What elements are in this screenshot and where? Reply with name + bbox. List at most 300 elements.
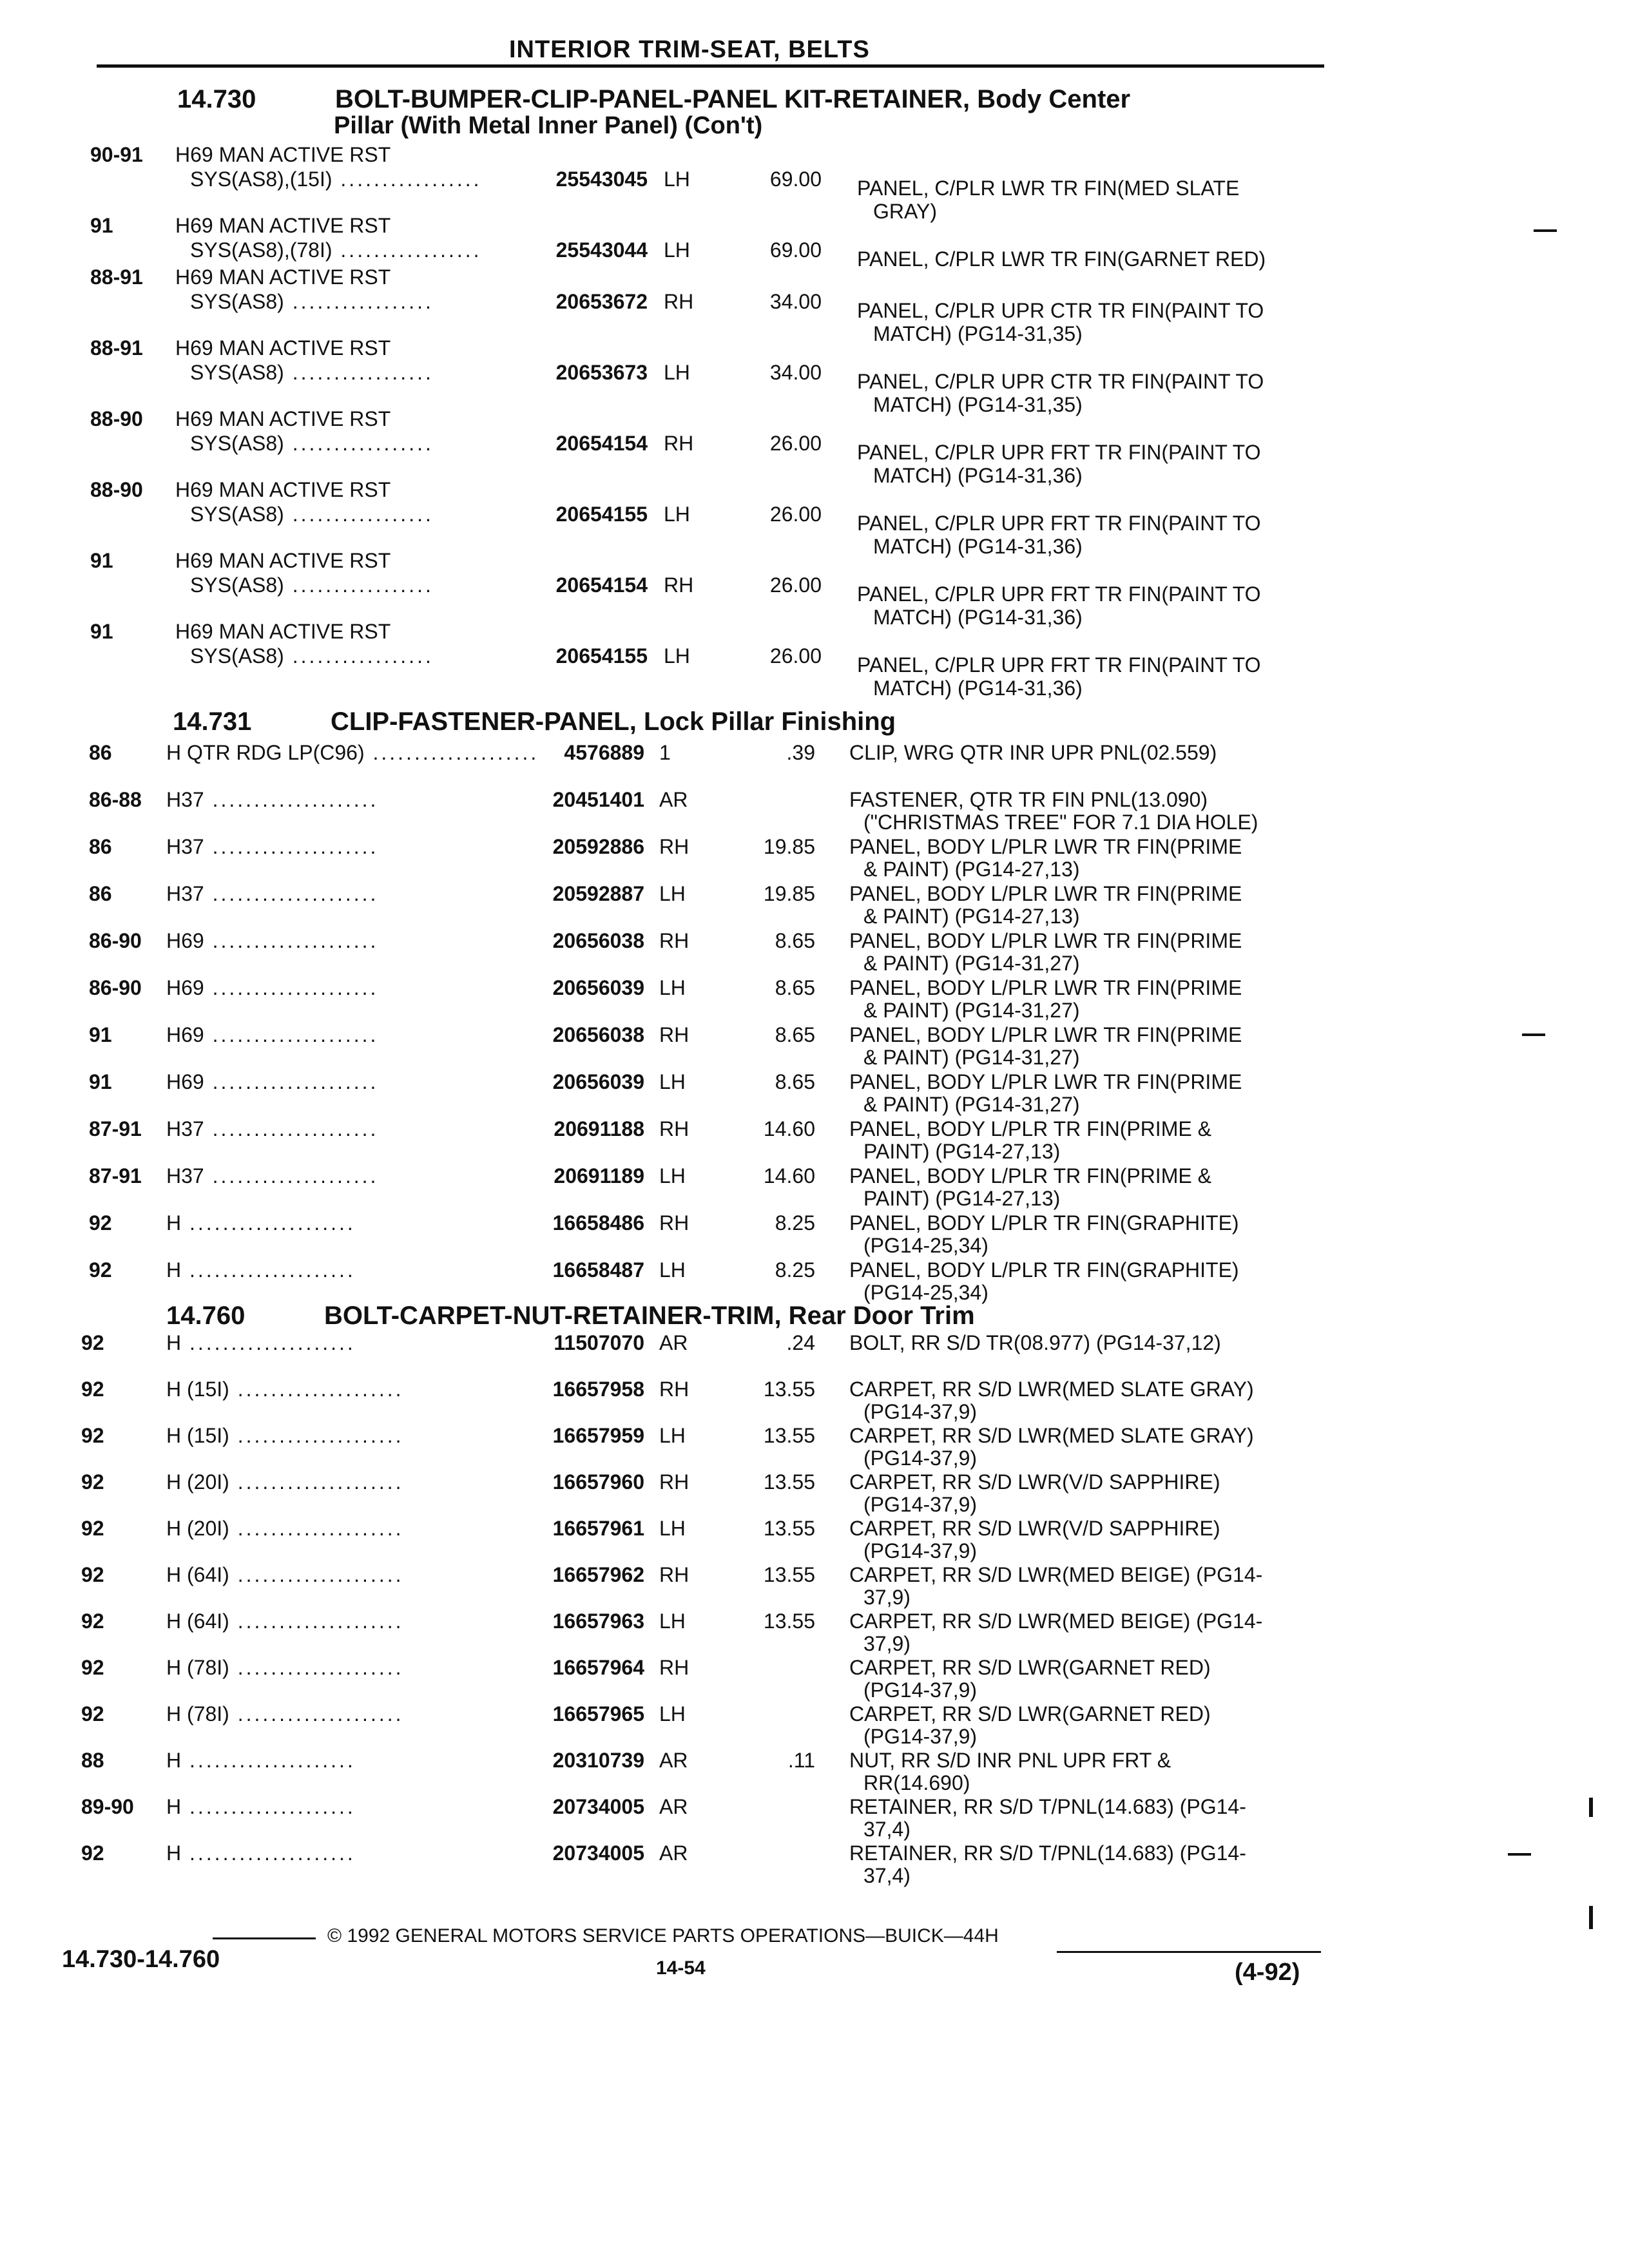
price: 13.55 [763, 1470, 815, 1494]
parts-row [0, 1164, 1629, 1212]
model-code [166, 1610, 404, 1633]
section-heading: BOLT-CARPET-NUT-RETAINER-TRIM, Rear Door Trim [324, 1302, 975, 1330]
model-code-text: H [166, 1211, 182, 1235]
model-code-sub [190, 644, 434, 668]
model-code [166, 1563, 404, 1587]
model-year: 92 [81, 1841, 104, 1865]
model-code: H69 MAN ACTIVE RST [175, 265, 391, 289]
side-qty: RH [659, 1211, 689, 1235]
model-code-sub-text: SYS(AS8) [190, 503, 284, 526]
part-number: 16657963 [552, 1610, 644, 1633]
parts-row [0, 1470, 1629, 1518]
leader-dots: .................... [204, 976, 379, 999]
model-code [166, 1070, 378, 1094]
leader-dots: .................... [229, 1610, 404, 1633]
description: PANEL, BODY L/PLR LWR TR FIN(PRIME [849, 976, 1242, 999]
section-title-14-730 [177, 85, 1130, 114]
price: 13.55 [763, 1610, 815, 1633]
leader-dots: .................... [229, 1656, 404, 1679]
part-number: 20734005 [552, 1841, 644, 1865]
part-number: 4576889 [564, 741, 644, 764]
parts-row [0, 143, 1629, 223]
side-qty: RH [659, 1117, 689, 1140]
model-code-text: H37 [166, 882, 204, 905]
description: PANEL, BODY L/PLR TR FIN(GRAPHITE) [849, 1211, 1239, 1235]
price: 34.00 [769, 361, 822, 384]
model-code-text: H (78I) [166, 1656, 229, 1679]
margin-mark [1522, 1033, 1545, 1036]
price: 8.65 [775, 1070, 815, 1093]
price: 8.65 [775, 976, 815, 999]
model-year: 91 [89, 1070, 112, 1093]
footer-rule-left [213, 1937, 316, 1939]
part-number: 20592886 [552, 835, 644, 858]
description-cont: ("CHRISTMAS TREE" FOR 7.1 DIA HOLE) [863, 811, 1258, 834]
description: BOLT, RR S/D TR(08.977) (PG14-37,12) [849, 1331, 1221, 1354]
part-number: 20654155 [555, 644, 648, 668]
description-cont: 37,4) [863, 1818, 911, 1841]
parts-row [0, 1023, 1629, 1071]
model-code-sub-text: SYS(AS8),(15I) [190, 168, 333, 191]
description: PANEL, BODY L/PLR TR FIN(GRAPHITE) [849, 1258, 1239, 1282]
leader-dots: .................... [181, 1331, 356, 1354]
model-code-text: H QTR RDG LP(C96) [166, 741, 365, 764]
part-number: 16657960 [552, 1470, 644, 1494]
description: RETAINER, RR S/D T/PNL(14.683) (PG14- [849, 1841, 1246, 1865]
model-year: 86-90 [89, 929, 142, 952]
header-rule [97, 64, 1324, 68]
part-number: 20654155 [555, 503, 648, 526]
description: PANEL, BODY L/PLR LWR TR FIN(PRIME [849, 1023, 1242, 1046]
description-cont: (PG14-37,9) [863, 1446, 978, 1470]
leader-dots: ................. [284, 503, 434, 526]
model-year: 91 [90, 549, 113, 572]
model-year: 89-90 [81, 1795, 134, 1818]
parts-row [0, 929, 1629, 977]
description: CARPET, RR S/D LWR(MED BEIGE) (PG14- [849, 1610, 1263, 1633]
leader-dots: .................... [181, 1749, 356, 1772]
model-code [166, 741, 539, 765]
price: 26.00 [769, 573, 822, 597]
description: CARPET, RR S/D LWR(GARNET RED) [849, 1702, 1211, 1725]
leader-dots: ................. [284, 573, 434, 597]
description: PANEL, BODY L/PLR LWR TR FIN(PRIME [849, 929, 1242, 952]
description-cont: (PG14-25,34) [863, 1281, 988, 1304]
description-cont: MATCH) (PG14-31,36) [873, 464, 1083, 487]
model-code-sub-text: SYS(AS8) [190, 361, 284, 384]
model-code-sub [190, 168, 482, 191]
section-title-14-731 [173, 707, 896, 736]
model-year: 92 [81, 1470, 104, 1494]
description-cont: GRAY) [873, 200, 937, 223]
part-number: 20691188 [554, 1117, 644, 1140]
description-cont: MATCH) (PG14-31,35) [873, 393, 1083, 416]
model-year: 92 [81, 1656, 104, 1679]
side-qty: LH [659, 1070, 686, 1093]
model-year: 92 [81, 1517, 104, 1540]
side-qty: LH [659, 1517, 686, 1540]
model-year: 88-91 [90, 336, 143, 360]
margin-mark [1589, 1798, 1593, 1817]
description-cont: (PG14-37,9) [863, 1493, 978, 1516]
price: 19.85 [763, 882, 815, 905]
part-number: 20654154 [555, 432, 648, 455]
part-number: 16657959 [552, 1424, 644, 1447]
model-code: H69 MAN ACTIVE RST [175, 336, 391, 360]
price: 8.25 [775, 1211, 815, 1235]
parts-row [0, 214, 1629, 271]
model-code [166, 1331, 356, 1355]
price: 26.00 [769, 644, 822, 668]
description: PANEL, C/PLR LWR TR FIN(MED SLATE [857, 177, 1240, 200]
part-number: 16657962 [552, 1563, 644, 1586]
side-qty: 1 [659, 741, 671, 764]
parts-row [0, 1211, 1629, 1259]
model-year: 92 [81, 1331, 104, 1354]
description: FASTENER, QTR TR FIN PNL(13.090) [849, 788, 1208, 811]
parts-row [0, 478, 1629, 558]
side-qty: RH [659, 1470, 689, 1494]
parts-row [0, 336, 1629, 416]
leader-dots: .................... [204, 929, 379, 952]
parts-row [0, 1656, 1629, 1704]
part-number: 20653673 [555, 361, 648, 384]
description: CARPET, RR S/D LWR(V/D SAPPHIRE) [849, 1470, 1220, 1494]
model-year: 87-91 [89, 1164, 142, 1187]
leader-dots: .................... [204, 1164, 379, 1187]
leader-dots: .................... [181, 1841, 356, 1865]
model-year: 86 [89, 882, 112, 905]
description: PANEL, C/PLR UPR FRT TR FIN(PAINT TO [857, 512, 1261, 535]
description-cont: 37,9) [863, 1632, 911, 1655]
parts-row [0, 549, 1629, 629]
model-code-text: H (20I) [166, 1517, 229, 1540]
model-year: 86 [89, 741, 112, 764]
side-qty: LH [659, 1702, 686, 1725]
leader-dots: .................... [181, 1211, 356, 1235]
model-code-text: H (15I) [166, 1424, 229, 1447]
part-number: 16657965 [552, 1702, 644, 1725]
model-year: 91 [90, 620, 113, 643]
model-year: 91 [89, 1023, 112, 1046]
model-code-text: H69 [166, 929, 204, 952]
side-qty: RH [664, 290, 694, 313]
model-code-sub-text: SYS(AS8) [190, 573, 284, 597]
section-heading: BOLT-BUMPER-CLIP-PANEL-PANEL KIT-RETAINER, Body Center [335, 85, 1131, 113]
model-code [166, 1702, 404, 1726]
parts-row [0, 1749, 1629, 1796]
price: 13.55 [763, 1378, 815, 1401]
description: CARPET, RR S/D LWR(MED SLATE GRAY) [849, 1424, 1254, 1447]
description-cont: PAINT) (PG14-27,13) [863, 1187, 1061, 1210]
description: CARPET, RR S/D LWR(MED SLATE GRAY) [849, 1378, 1254, 1401]
part-number: 20656039 [552, 976, 644, 999]
leader-dots: ................. [284, 361, 434, 384]
model-code-text: H37 [166, 1117, 204, 1140]
model-code: H69 MAN ACTIVE RST [175, 214, 391, 237]
price: .11 [787, 1749, 815, 1772]
model-code-sub-text: SYS(AS8),(78I) [190, 238, 333, 262]
part-number: 20451401 [552, 788, 644, 811]
leader-dots: .................... [204, 788, 379, 811]
model-code: H69 MAN ACTIVE RST [175, 478, 391, 501]
parts-row [0, 1610, 1629, 1657]
side-qty: AR [659, 1841, 688, 1865]
leader-dots: .................... [229, 1517, 404, 1540]
description-cont: & PAINT) (PG14-31,27) [863, 952, 1080, 975]
description-cont: MATCH) (PG14-31,36) [873, 535, 1083, 558]
model-year: 92 [89, 1211, 112, 1235]
price: 69.00 [769, 168, 822, 191]
model-code-text: H37 [166, 788, 204, 811]
side-qty: AR [659, 1795, 688, 1818]
parts-row [0, 741, 1629, 789]
model-code-text: H69 [166, 976, 204, 999]
parts-row [0, 1424, 1629, 1472]
description-cont: MATCH) (PG14-31,35) [873, 322, 1083, 345]
description-cont: (PG14-37,9) [863, 1678, 978, 1702]
parts-row [0, 1841, 1629, 1889]
part-number: 16658486 [552, 1211, 644, 1235]
price: 14.60 [763, 1164, 815, 1187]
side-qty: LH [659, 1424, 686, 1447]
description: RETAINER, RR S/D T/PNL(14.683) (PG14- [849, 1795, 1246, 1818]
description: CLIP, WRG QTR INR UPR PNL(02.559) [849, 741, 1217, 764]
leader-dots: ................. [332, 238, 482, 262]
model-code: H69 MAN ACTIVE RST [175, 549, 391, 572]
footer-section-range: 14.730-14.760 [62, 1946, 220, 1973]
parts-row [0, 976, 1629, 1024]
description-cont: PAINT) (PG14-27,13) [863, 1140, 1061, 1163]
model-code-sub [190, 503, 434, 526]
parts-row [0, 835, 1629, 883]
model-code [166, 1378, 404, 1401]
side-qty: AR [659, 1331, 688, 1354]
parts-row [0, 407, 1629, 487]
price: 19.85 [763, 835, 815, 858]
part-number: 20654154 [555, 573, 648, 597]
model-code: H69 MAN ACTIVE RST [175, 620, 391, 643]
running-head: INTERIOR TRIM-SEAT, BELTS [509, 36, 870, 63]
section-title-14-760 [166, 1302, 975, 1331]
model-code-text: H69 [166, 1023, 204, 1046]
footer-page-number: 14-54 [656, 1957, 706, 1979]
model-code [166, 1424, 404, 1448]
leader-dots: .................... [364, 741, 539, 764]
price: 8.65 [775, 929, 815, 952]
description: PANEL, BODY L/PLR TR FIN(PRIME & [849, 1117, 1211, 1140]
model-year: 88-90 [90, 407, 143, 430]
part-number: 20656038 [552, 1023, 644, 1046]
description-cont: 37,4) [863, 1864, 911, 1887]
part-number: 11507070 [554, 1331, 644, 1354]
description-cont: (PG14-37,9) [863, 1539, 978, 1562]
model-code: H69 MAN ACTIVE RST [175, 143, 391, 166]
price: 26.00 [769, 503, 822, 526]
parts-row [0, 1795, 1629, 1843]
description-cont: (PG14-37,9) [863, 1725, 978, 1748]
part-number: 20656038 [552, 929, 644, 952]
model-year: 92 [81, 1424, 104, 1447]
description: PANEL, C/PLR UPR FRT TR FIN(PAINT TO [857, 582, 1261, 606]
part-number: 16657961 [552, 1517, 644, 1540]
parts-row [0, 265, 1629, 345]
model-code-text: H (20I) [166, 1470, 229, 1494]
model-code [166, 1841, 356, 1865]
part-number: 16657958 [552, 1378, 644, 1401]
model-code-sub [190, 432, 434, 456]
model-code-text: H [166, 1841, 182, 1865]
model-year: 88 [81, 1749, 104, 1772]
description: PANEL, BODY L/PLR LWR TR FIN(PRIME [849, 882, 1242, 905]
side-qty: RH [659, 1378, 689, 1401]
model-code-text: H [166, 1258, 182, 1282]
side-qty: LH [659, 1258, 686, 1282]
model-year: 86-88 [89, 788, 142, 811]
section-number: 14.730 [177, 85, 256, 113]
model-code [166, 788, 378, 812]
part-number: 20310739 [552, 1749, 644, 1772]
model-year: 90-91 [90, 143, 143, 166]
leader-dots: .................... [229, 1702, 404, 1725]
part-number: 20691189 [554, 1164, 644, 1187]
part-number: 20653672 [555, 290, 648, 313]
model-code: H69 MAN ACTIVE RST [175, 407, 391, 430]
parts-row [0, 1563, 1629, 1611]
side-qty: LH [664, 644, 690, 668]
model-code-sub [190, 361, 434, 385]
parts-row [0, 788, 1629, 836]
leader-dots: .................... [204, 1023, 379, 1046]
leader-dots: ................. [284, 644, 434, 668]
part-number: 20592887 [552, 882, 644, 905]
part-number: 16658487 [552, 1258, 644, 1282]
model-code [166, 1164, 378, 1188]
description-cont: MATCH) (PG14-31,36) [873, 606, 1083, 629]
description: PANEL, C/PLR UPR FRT TR FIN(PAINT TO [857, 441, 1261, 464]
description: CARPET, RR S/D LWR(GARNET RED) [849, 1656, 1211, 1679]
description-cont: & PAINT) (PG14-31,27) [863, 1093, 1080, 1116]
parts-row [0, 1517, 1629, 1564]
leader-dots: .................... [204, 1070, 379, 1093]
model-code [166, 1023, 378, 1047]
leader-dots: ................. [284, 290, 434, 313]
model-code-text: H [166, 1331, 182, 1354]
model-year: 86 [89, 835, 112, 858]
price: .24 [786, 1331, 815, 1354]
description: NUT, RR S/D INR PNL UPR FRT & [849, 1749, 1171, 1772]
parts-row [0, 1117, 1629, 1165]
model-code [166, 1258, 356, 1282]
model-year: 92 [81, 1563, 104, 1586]
description-cont: 37,9) [863, 1586, 911, 1609]
description-cont: & PAINT) (PG14-31,27) [863, 999, 1080, 1022]
side-qty: RH [664, 573, 694, 597]
model-code [166, 1749, 356, 1773]
side-qty: LH [659, 1610, 686, 1633]
model-code-text: H (64I) [166, 1610, 229, 1633]
parts-row [0, 1378, 1629, 1425]
side-qty: RH [659, 1023, 689, 1046]
price: 69.00 [769, 238, 822, 262]
model-code [166, 1795, 356, 1819]
description-cont: RR(14.690) [863, 1771, 970, 1794]
price: 26.00 [769, 432, 822, 455]
side-qty: LH [664, 168, 690, 191]
leader-dots: .................... [229, 1470, 404, 1494]
model-year: 86-90 [89, 976, 142, 999]
side-qty: AR [659, 1749, 688, 1772]
model-code-text: H (64I) [166, 1563, 229, 1586]
margin-mark [1534, 229, 1557, 232]
side-qty: LH [659, 1164, 686, 1187]
model-code-sub-text: SYS(AS8) [190, 432, 284, 455]
model-code-sub-text: SYS(AS8) [190, 644, 284, 668]
description: PANEL, C/PLR UPR FRT TR FIN(PAINT TO [857, 653, 1261, 677]
price: 13.55 [763, 1424, 815, 1447]
leader-dots: ................. [284, 432, 434, 455]
price: 34.00 [769, 290, 822, 313]
section-number: 14.731 [173, 707, 252, 736]
leader-dots: .................... [181, 1258, 356, 1282]
side-qty: RH [664, 432, 694, 455]
parts-row [0, 620, 1629, 700]
description: CARPET, RR S/D LWR(V/D SAPPHIRE) [849, 1517, 1220, 1540]
model-code-text: H37 [166, 835, 204, 858]
description: PANEL, BODY L/PLR LWR TR FIN(PRIME [849, 835, 1242, 858]
parts-row [0, 1702, 1629, 1750]
model-code [166, 1517, 404, 1541]
description: PANEL, C/PLR UPR CTR TR FIN(PAINT TO [857, 299, 1264, 322]
side-qty: LH [659, 882, 686, 905]
description-cont: (PG14-37,9) [863, 1400, 978, 1423]
side-qty: RH [659, 929, 689, 952]
leader-dots: .................... [229, 1424, 404, 1447]
part-number: 20734005 [552, 1795, 644, 1818]
part-number: 25543045 [555, 168, 648, 191]
side-qty: LH [664, 361, 690, 384]
side-qty: RH [659, 1563, 689, 1586]
model-code-text: H [166, 1795, 182, 1818]
section-number: 14.760 [166, 1302, 246, 1330]
model-year: 92 [81, 1378, 104, 1401]
side-qty: RH [659, 1656, 689, 1679]
model-code [166, 835, 378, 859]
price: 13.55 [763, 1517, 815, 1540]
model-code [166, 882, 378, 906]
model-code [166, 1656, 404, 1680]
description-cont: & PAINT) (PG14-27,13) [863, 905, 1080, 928]
description-cont: MATCH) (PG14-31,36) [873, 677, 1083, 700]
parts-row [0, 1258, 1629, 1306]
model-code-sub [190, 290, 434, 314]
part-number: 25543044 [555, 238, 648, 262]
side-qty: AR [659, 788, 688, 811]
description-cont: & PAINT) (PG14-27,13) [863, 858, 1080, 881]
footer-copyright: © 1992 GENERAL MOTORS SERVICE PARTS OPERATIONS—BUICK—44H [327, 1925, 999, 1946]
side-qty: RH [659, 835, 689, 858]
model-code-text: H37 [166, 1164, 204, 1187]
side-qty: LH [664, 238, 690, 262]
margin-mark [1508, 1853, 1531, 1856]
leader-dots: .................... [204, 1117, 379, 1140]
leader-dots: .................... [204, 835, 379, 858]
parts-row [0, 1331, 1629, 1379]
model-code [166, 1211, 356, 1235]
description-cont: & PAINT) (PG14-31,27) [863, 1046, 1080, 1069]
description: CARPET, RR S/D LWR(MED BEIGE) (PG14- [849, 1563, 1263, 1586]
model-code [166, 976, 378, 1000]
